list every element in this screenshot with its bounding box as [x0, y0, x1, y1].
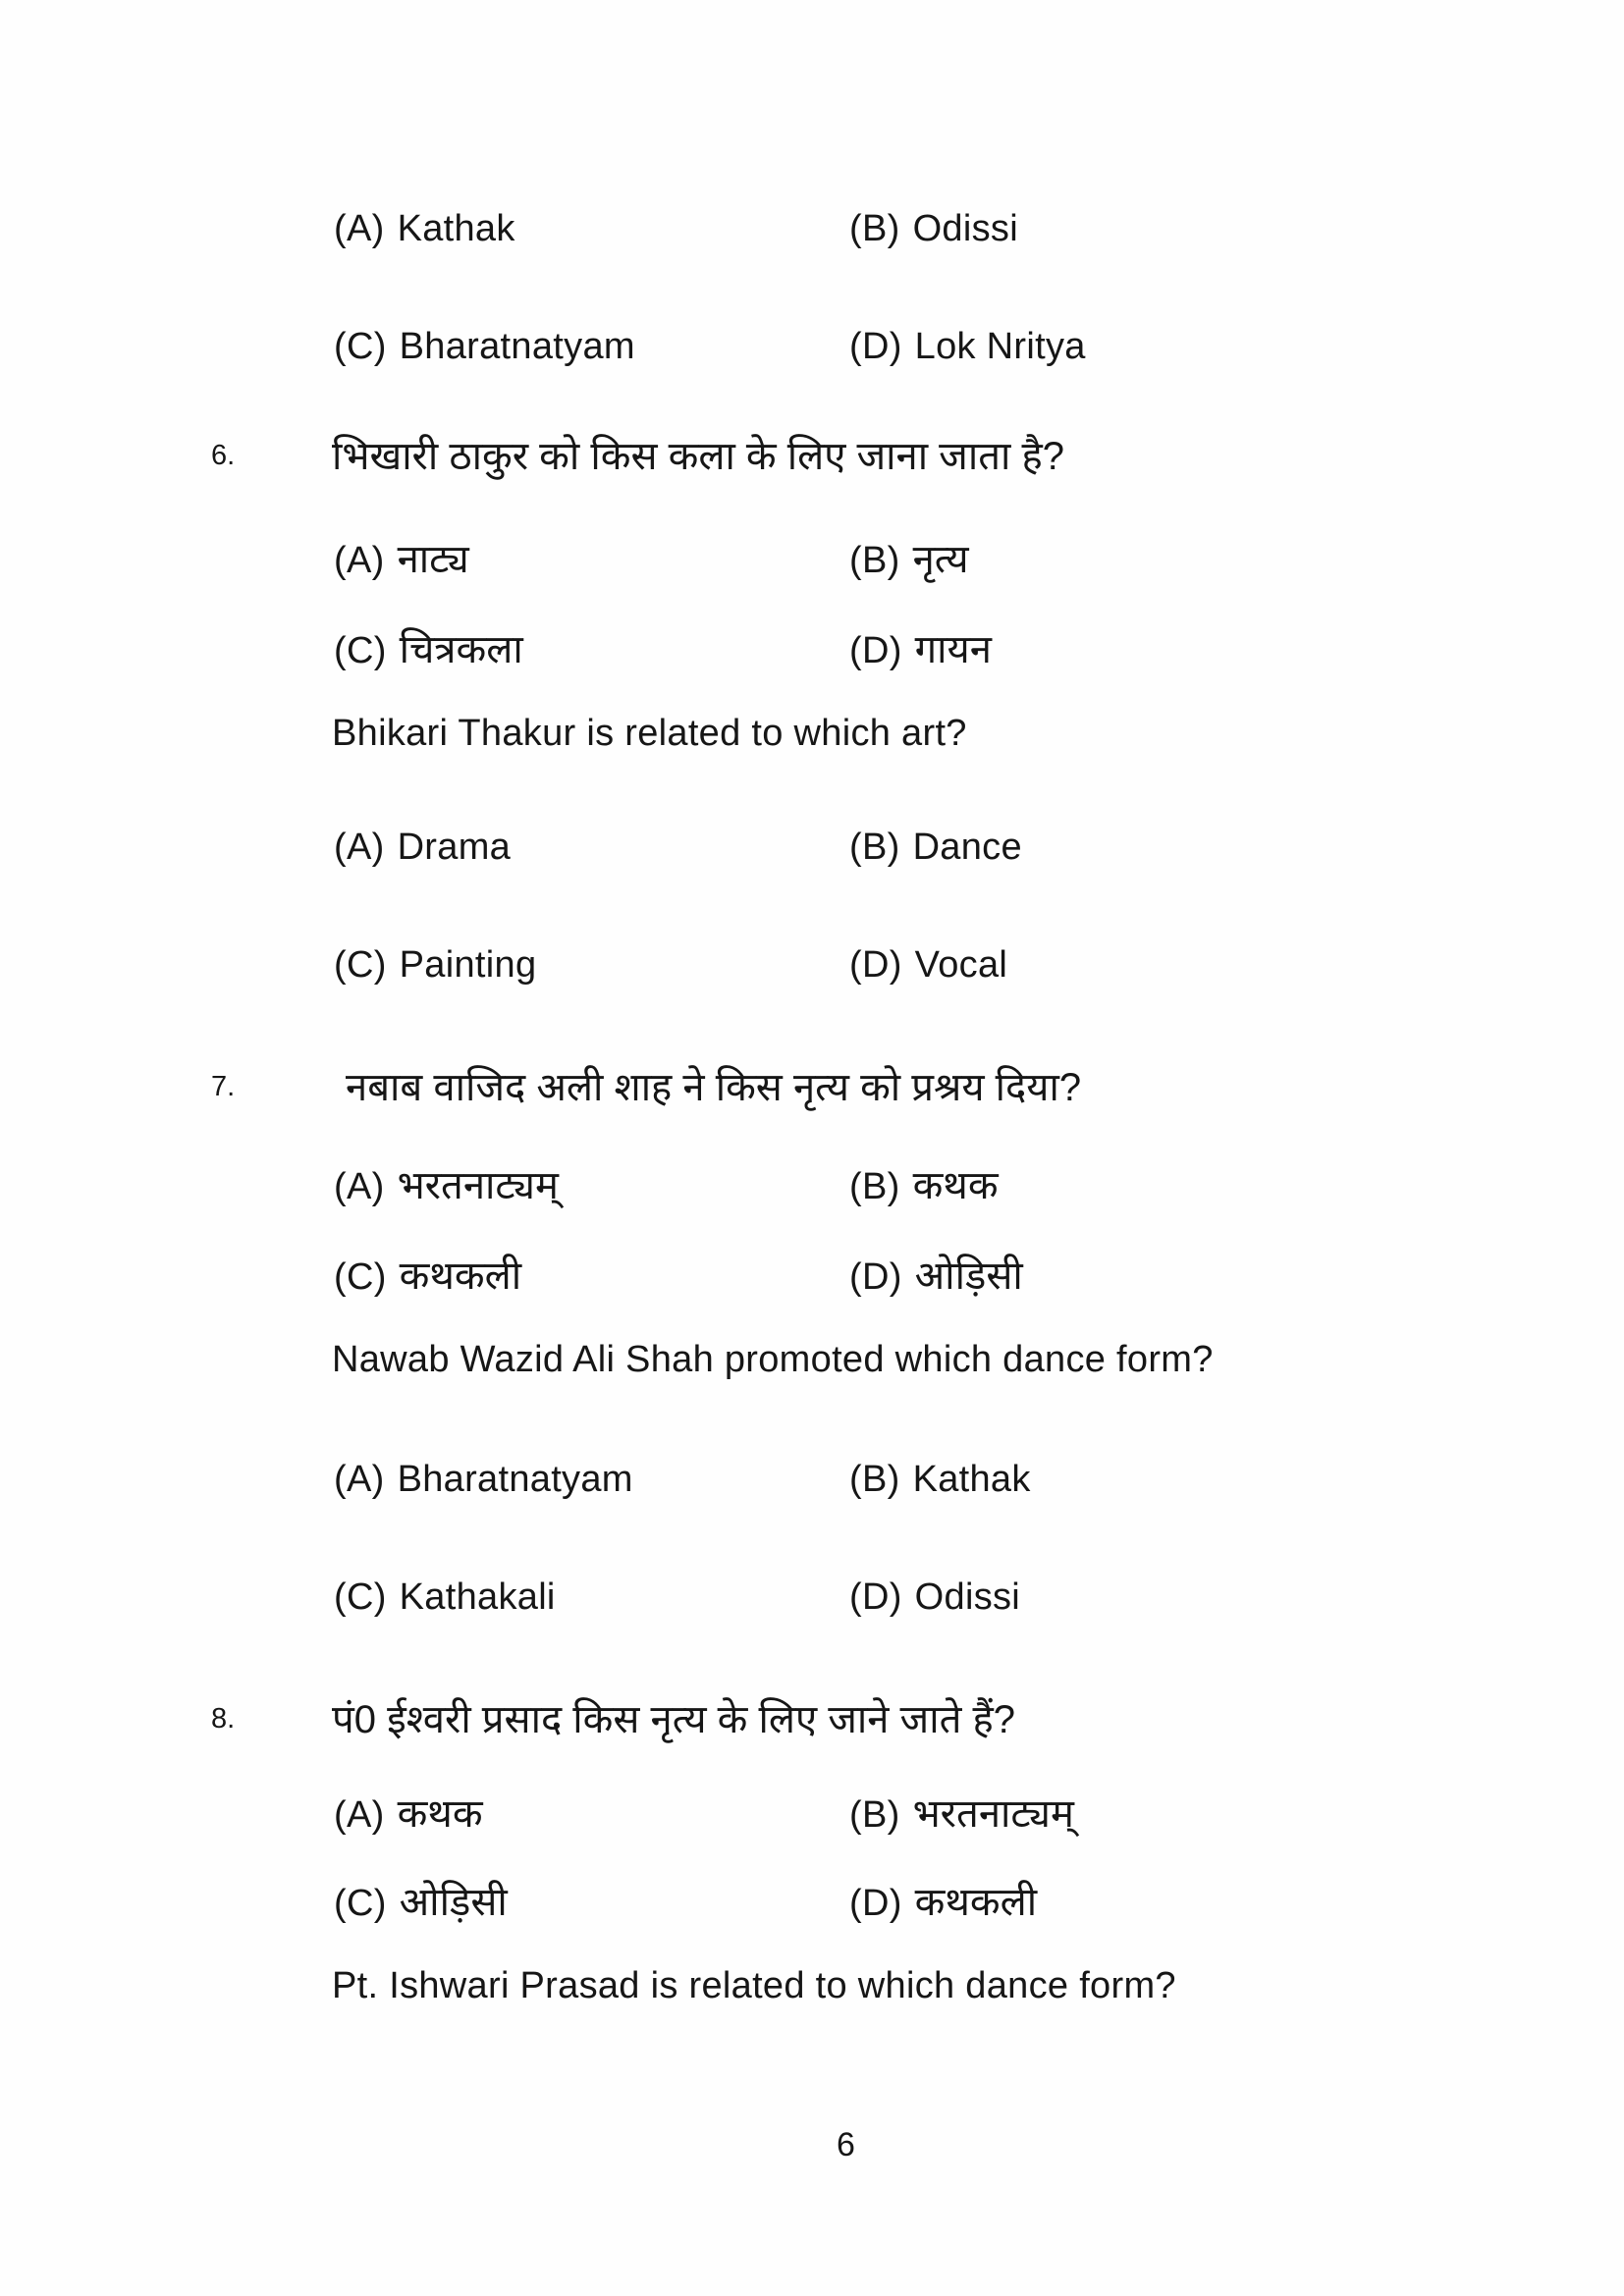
option-text: Odissi: [914, 1576, 1021, 1618]
option-text: Kathakali: [399, 1576, 556, 1618]
option-text: Drama: [397, 827, 512, 868]
option-label: (B): [849, 827, 900, 868]
option-label: (D): [849, 1256, 902, 1298]
option-text: नृत्य: [912, 538, 969, 581]
option: [334, 620, 523, 674]
option-label: (C): [334, 326, 387, 367]
option-label: (B): [849, 540, 900, 581]
option-text: ओड़िसी: [399, 1881, 508, 1924]
option-label: (A): [334, 1166, 385, 1207]
option: [334, 1156, 559, 1210]
option-text: कथक: [912, 1164, 999, 1207]
option-label: (A): [334, 208, 385, 249]
option: [849, 944, 1007, 987]
option-label: (D): [849, 326, 902, 367]
option-label: (C): [334, 944, 387, 986]
option: [849, 1247, 1023, 1301]
question-number: 6.: [211, 440, 236, 471]
option-text: Kathak: [912, 1459, 1031, 1500]
option: [334, 530, 469, 584]
question-text-english: Nawab Wazid Ali Shah promoted which dance form?: [332, 1339, 1214, 1380]
option-label: (A): [334, 1794, 385, 1836]
option-text: चित्रकला: [399, 628, 523, 671]
option-label: (B): [849, 1794, 900, 1836]
question-text-english: Pt. Ishwari Prasad is related to which dance form?: [332, 1965, 1176, 2006]
option-label: (A): [334, 540, 385, 581]
option-text: ओड़िसी: [914, 1255, 1023, 1298]
option: [334, 827, 511, 869]
option-label: (B): [849, 208, 900, 249]
question-text-hindi: नबाब वाजिद अली शाह ने किस नृत्य को प्रश्रय दिया?: [346, 1066, 1082, 1109]
option-text: Lok Nritya: [914, 326, 1086, 367]
option-text: Vocal: [914, 944, 1008, 986]
option: [334, 208, 515, 250]
option: [849, 1576, 1020, 1619]
option-text: Painting: [399, 944, 537, 986]
option: [334, 326, 635, 368]
question-text-english: Bhikari Thakur is related to which art?: [332, 713, 967, 754]
option: [334, 1785, 483, 1839]
option-label: (A): [334, 1459, 385, 1500]
question-number: 8.: [211, 1703, 236, 1735]
question-text-hindi: भिखारी ठाकुर को किस कला के लिए जाना जाता है?: [332, 435, 1064, 478]
option-label: (D): [849, 944, 902, 986]
option-label: (D): [849, 1883, 902, 1924]
option-text: Kathak: [397, 208, 515, 249]
option-label: (C): [334, 1576, 387, 1618]
option: [334, 944, 536, 987]
option-label: (D): [849, 630, 902, 671]
option-label: (C): [334, 630, 387, 671]
option-text: Bharatnatyam: [397, 1459, 633, 1500]
option: [334, 1873, 508, 1927]
option: [849, 208, 1018, 250]
option-text: कथक: [397, 1792, 483, 1836]
option-label: (B): [849, 1166, 900, 1207]
page-number: 6: [837, 2126, 855, 2163]
option-text: गायन: [914, 628, 992, 671]
option-text: Odissi: [912, 208, 1018, 249]
option-text: नाट्य: [397, 538, 469, 581]
option: [849, 326, 1086, 368]
option-text: Bharatnatyam: [399, 326, 635, 367]
option: [849, 1459, 1031, 1501]
option: [849, 1873, 1037, 1927]
option: [849, 827, 1022, 869]
option-label: (D): [849, 1576, 902, 1618]
option-text: भरतनाट्यम्: [912, 1792, 1074, 1836]
option-label: (A): [334, 827, 385, 868]
option-label: (B): [849, 1459, 900, 1500]
option: [334, 1247, 521, 1301]
option-text: भरतनाट्यम्: [397, 1164, 559, 1207]
option-text: कथकली: [399, 1255, 522, 1298]
option-text: Dance: [912, 827, 1022, 868]
option-text: कथकली: [914, 1881, 1038, 1924]
option: [849, 1156, 999, 1210]
option: [849, 620, 992, 674]
option-label: (C): [334, 1883, 387, 1924]
question-number: 7.: [211, 1071, 236, 1102]
question-text-hindi: पं0 ईश्वरी प्रसाद किस नृत्य के लिए जाने जाते हैं?: [332, 1698, 1015, 1741]
option-label: (C): [334, 1256, 387, 1298]
option: [334, 1459, 633, 1501]
option: [849, 530, 969, 584]
option: [334, 1576, 556, 1619]
option: [849, 1785, 1074, 1839]
